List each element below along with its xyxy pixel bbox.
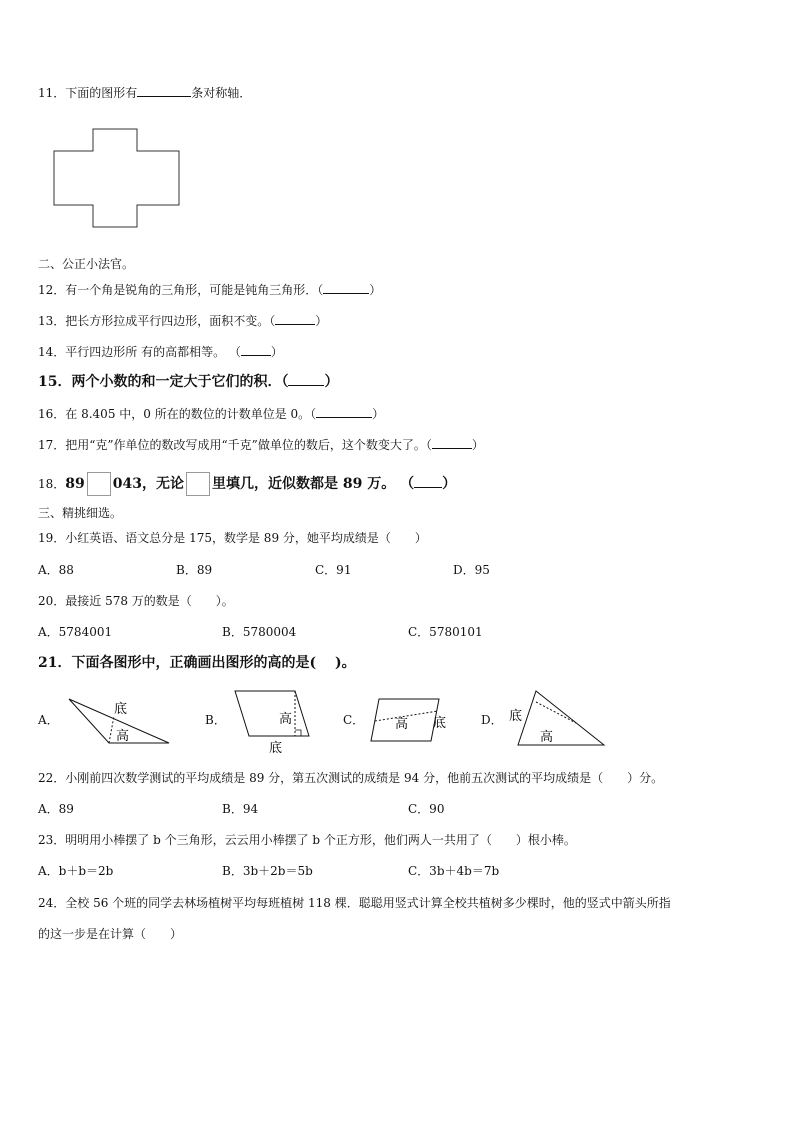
q21-d-base-label: 底 bbox=[509, 709, 523, 724]
q21-c-height-label: 高 bbox=[395, 717, 409, 732]
q21-a-height-label: 高 bbox=[116, 729, 130, 744]
q21-figure-c-parallelogram bbox=[368, 694, 452, 744]
q23-option-a[interactable]: A．b＋b＝2b bbox=[38, 864, 114, 878]
question-19-text: 19．小红英语、语文总分是 175，数学是 89 分，她平均成绩是（ ） bbox=[38, 531, 427, 545]
q13-number: 13． bbox=[38, 314, 66, 328]
section-2-heading: 二、公正小法官。 bbox=[38, 257, 135, 271]
question-21-text: 21．下面各图形中，正确画出图形的高的是( )。 bbox=[38, 655, 356, 671]
section-3-heading: 三、精挑细选。 bbox=[38, 506, 123, 520]
question-20-text: 20．最接近 578 万的数是（ ）。 bbox=[38, 594, 234, 608]
question-16 bbox=[38, 405, 384, 422]
q13-close-paren: ） bbox=[315, 314, 328, 328]
q14-number: 14． bbox=[38, 345, 66, 359]
q21-figure-b-parallelogram bbox=[232, 688, 316, 756]
q12-answer-blank[interactable] bbox=[323, 281, 369, 294]
question-11 bbox=[38, 84, 251, 101]
q22-option-b[interactable]: B．94 bbox=[222, 802, 259, 816]
q17-answer-blank[interactable] bbox=[432, 436, 472, 449]
q21-option-b[interactable]: B． bbox=[205, 713, 226, 727]
q21-option-d[interactable]: D． bbox=[481, 713, 503, 727]
q20-option-b[interactable]: B．5780004 bbox=[222, 625, 297, 639]
q18-digit-box-1[interactable] bbox=[87, 472, 111, 496]
q21-c-base-label: 底 bbox=[433, 716, 447, 731]
question-13 bbox=[38, 312, 327, 329]
q21-b-base-label: 底 bbox=[269, 741, 283, 756]
question-18 bbox=[38, 472, 456, 496]
q11-text-after: 条对称轴． bbox=[191, 86, 252, 100]
q11-answer-blank[interactable] bbox=[137, 84, 191, 97]
question-17 bbox=[38, 436, 484, 453]
q18-part1: 89 bbox=[65, 476, 85, 492]
q15-text: 两个小数的和一定大于它们的积．（ bbox=[71, 374, 289, 390]
question-22-text: 22．小刚前四次数学测试的平均成绩是 89 分，第五次测试的成绩是 94 分，他前五次测试的平均成绩是（ ）分。 bbox=[38, 771, 664, 785]
q15-number: 15． bbox=[38, 374, 72, 390]
question-15 bbox=[38, 373, 338, 390]
q23-option-b[interactable]: B．3b＋2b＝5b bbox=[222, 864, 313, 878]
q21-b-height-label: 高 bbox=[279, 712, 293, 727]
q20-option-c[interactable]: C．5780101 bbox=[408, 625, 483, 639]
q14-answer-blank[interactable] bbox=[241, 343, 271, 356]
q21-option-a[interactable]: A． bbox=[38, 713, 59, 727]
q12-close-paren: ） bbox=[369, 283, 382, 297]
q21-figure-d-triangle bbox=[506, 688, 608, 750]
q16-text: 在 8.405 中，0 所在的数位的计数单位是 0。（ bbox=[65, 407, 317, 421]
q12-number: 12． bbox=[38, 283, 66, 297]
q19-option-a[interactable]: A．88 bbox=[38, 563, 74, 577]
q17-number: 17． bbox=[38, 438, 66, 452]
question-23-text: 23．明明用小棒摆了 b 个三角形，云云用小棒摆了 b 个正方形，他们两人一共用了（ ）根小棒。 bbox=[38, 833, 576, 847]
q21-d-height-label: 高 bbox=[540, 730, 554, 745]
q21-option-c[interactable]: C． bbox=[343, 713, 365, 727]
q14-text: 平行四边形所 有的高都相等。 （ bbox=[65, 345, 241, 359]
q16-answer-blank[interactable] bbox=[316, 405, 372, 418]
question-24-line-2: 的这一步是在计算（ ） bbox=[38, 927, 183, 941]
q17-close-paren: ） bbox=[471, 438, 484, 452]
q18-part3: 里填几，近似数都是 89 万。 （ bbox=[212, 476, 415, 492]
q21-figure-a-triangle bbox=[66, 694, 174, 746]
q18-answer-blank[interactable] bbox=[414, 475, 442, 488]
question-14 bbox=[38, 343, 283, 360]
q13-answer-blank[interactable] bbox=[275, 312, 315, 325]
q12-text: 有一个角是锐角的三角形，可能是钝角三角形．（ bbox=[65, 283, 324, 297]
q11-text-before: 11．下面的图形有 bbox=[38, 86, 138, 100]
q18-close-paren: ） bbox=[442, 476, 457, 492]
q21-a-base-label: 底 bbox=[114, 702, 128, 717]
q19-option-c[interactable]: C．91 bbox=[315, 563, 352, 577]
q18-digit-box-2[interactable] bbox=[186, 472, 210, 496]
q19-option-d[interactable]: D．95 bbox=[453, 563, 490, 577]
q13-text: 把长方形拉成平行四边形，面积不变。（ bbox=[65, 314, 276, 328]
q18-number: 18． bbox=[38, 477, 66, 491]
q14-close-paren: ） bbox=[270, 345, 283, 359]
q16-close-paren: ） bbox=[372, 407, 385, 421]
q17-text: 把用“克”作单位的数改写成用“千克”做单位的数后，这个数变大了。（ bbox=[65, 438, 432, 452]
q22-option-a[interactable]: A．89 bbox=[38, 802, 74, 816]
q23-option-c[interactable]: C．3b＋4b＝7b bbox=[408, 864, 500, 878]
q16-number: 16． bbox=[38, 407, 66, 421]
q15-close-paren: ） bbox=[324, 374, 339, 390]
question-12 bbox=[38, 281, 381, 298]
q20-option-a[interactable]: A．5784001 bbox=[38, 625, 113, 639]
q18-part2: 043，无论 bbox=[112, 476, 184, 492]
cross-shape-figure bbox=[50, 125, 185, 231]
q15-answer-blank[interactable] bbox=[288, 373, 324, 386]
q22-option-c[interactable]: C．90 bbox=[408, 802, 445, 816]
question-24-line-1: 24．全校 56 个班的同学去林场植树平均每班植树 118 棵．聪聪用竖式计算全校共植树多少棵时，他的竖式中箭头所指 bbox=[38, 896, 671, 910]
q19-option-b[interactable]: B．89 bbox=[176, 563, 213, 577]
